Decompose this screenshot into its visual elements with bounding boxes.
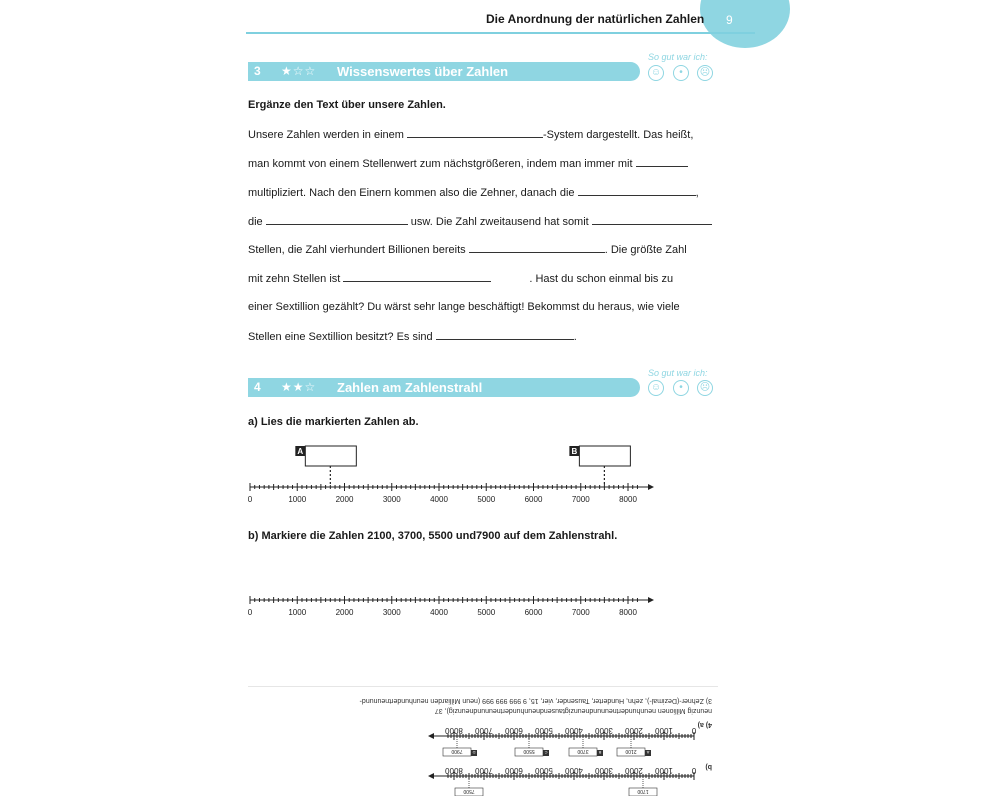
tick-label: 6000	[524, 608, 543, 617]
sad-face-icon[interactable]: ☹	[697, 380, 713, 396]
marker-b-answer-box	[579, 446, 630, 466]
text-line-2: man kommt von einem Stellenwert zum nächstgrößeren, indem man immer mit	[248, 157, 688, 170]
exercise-number: 3	[254, 64, 261, 78]
marker-a-label: A	[297, 447, 304, 456]
tick-label: 1000	[288, 495, 307, 504]
tick-label: 8000	[445, 766, 463, 775]
neutral-face-icon[interactable]: •	[673, 65, 689, 81]
tick-label: 7000	[571, 608, 590, 617]
number-line-b[interactable]	[240, 585, 670, 625]
tick-label: 5000	[535, 766, 553, 775]
tick-label: 5000	[477, 495, 496, 504]
exercise-title: Zahlen am Zahlenstrahl	[337, 380, 483, 395]
tick-label: 4000	[565, 766, 583, 775]
answer-b-letter: A	[646, 750, 650, 755]
arrow-head-icon	[648, 597, 654, 603]
fill-blank[interactable]	[407, 128, 543, 138]
tick-label: 3000	[595, 726, 613, 735]
tick-label: 1000	[655, 766, 673, 775]
answer-b-letter: D	[472, 750, 476, 755]
answer-b-value: 5500	[523, 748, 535, 754]
arrow-head-icon	[428, 733, 434, 739]
answer-line-1: 3) Zehner-(Dezimal-), zehn, Hunderter, Tausender, vier, 15, 9 999 999 999 (neun Milliarden neunhundertneunund-	[359, 697, 712, 704]
text-line-6: mit zehn Stellen ist . Hast du schon einmal bis zu	[248, 273, 674, 285]
text-line-8: Stellen eine Sextillion besitzt? Es sind .	[248, 331, 577, 343]
header-rule	[246, 32, 755, 34]
page-number: 9	[726, 13, 733, 27]
tick-label: 4000	[430, 608, 448, 617]
answer-b-letter: C	[544, 750, 548, 755]
rating-label: So gut war ich:	[648, 368, 708, 378]
tick-label: 0	[691, 766, 697, 775]
happy-face-icon[interactable]: ☺	[648, 380, 664, 396]
answer-a-value: 7500	[463, 788, 475, 794]
text-line-3: multipliziert. Nach den Einern kommen also die Zehner, danach die ,	[248, 187, 699, 199]
tick-label: 6000	[505, 766, 523, 775]
tick-label: 0	[691, 726, 697, 735]
tick-label: 6000	[505, 726, 523, 735]
answer-a-value: 1700	[637, 788, 649, 794]
exercise-number: 4	[254, 380, 261, 394]
fill-blank[interactable]	[592, 215, 712, 225]
answer-b-value: 2100	[625, 748, 637, 754]
answer-label-4b: b)	[705, 763, 712, 770]
tick-label: 1000	[288, 608, 307, 617]
tick-label: 8000	[445, 726, 463, 735]
sad-face-icon[interactable]: ☹	[697, 65, 713, 81]
exercise-3-header	[248, 62, 640, 81]
tick-label: 2000	[335, 608, 354, 617]
marker-a-answer-box	[305, 446, 356, 466]
answer-b-value: 3700	[577, 748, 589, 754]
tick-label: 3000	[595, 766, 613, 775]
fill-blank[interactable]	[636, 157, 688, 167]
fill-blank[interactable]	[343, 272, 491, 282]
exercise-4-header	[248, 378, 640, 397]
tick-label: 6000	[524, 495, 543, 504]
fill-blank[interactable]	[266, 215, 408, 225]
tick-label: 5000	[535, 726, 553, 735]
tick-label: 3000	[382, 608, 401, 617]
marker-b-label: B	[571, 447, 578, 456]
text-line-7: einer Sextillion gezählt? Du wärst sehr lange beschäftigt! Bekommst du heraus, wie viele	[248, 301, 680, 313]
fill-blank[interactable]	[578, 186, 696, 196]
fill-blank[interactable]	[436, 330, 574, 340]
answer-key	[248, 686, 718, 800]
tick-label: 7000	[475, 726, 493, 735]
rating-label: So gut war ich:	[648, 52, 708, 62]
part-a-instruction: a) Lies die markierten Zahlen ab.	[248, 416, 419, 428]
tick-label: 7000	[571, 495, 590, 504]
tick-label: 2000	[335, 495, 354, 504]
answer-line-2: neunzig Millionen neunhundertneunundneunzigtausendneunhundertneunundneunzig), 37	[434, 707, 712, 714]
answer-b-value: 7900	[451, 748, 463, 754]
arrow-head-icon	[428, 773, 434, 779]
tick-label: 0	[247, 608, 253, 617]
tick-label: 7000	[475, 766, 493, 775]
difficulty-stars: ★★☆	[281, 380, 317, 394]
tick-label: 8000	[619, 608, 637, 617]
tick-label: 5000	[477, 608, 496, 617]
arrow-head-icon	[648, 484, 654, 490]
number-line-a	[240, 440, 670, 506]
instruction: Ergänze den Text über unsere Zahlen.	[248, 99, 446, 111]
tick-label: 0	[247, 495, 253, 504]
difficulty-stars: ★☆☆	[281, 64, 317, 78]
fill-blank[interactable]	[469, 243, 605, 253]
text-line-4: die usw. Die Zahl zweitausend hat somit	[248, 215, 712, 228]
exercise-title: Wissenswertes über Zahlen	[337, 64, 509, 79]
tick-label: 4000	[430, 495, 448, 504]
answer-b-letter: B	[598, 750, 602, 755]
tick-label: 1000	[655, 726, 673, 735]
happy-face-icon[interactable]: ☺	[648, 65, 664, 81]
text-line-5: Stellen, die Zahl vierhundert Billionen bereits . Die größte Zahl	[248, 244, 687, 256]
neutral-face-icon[interactable]: •	[673, 380, 689, 396]
part-b-instruction: b) Markiere die Zahlen 2100, 3700, 5500 und7900 auf dem Zahlenstrahl.	[248, 530, 618, 542]
tick-label: 4000	[565, 726, 583, 735]
chapter-title: Die Anordnung der natürlichen Zahlen	[486, 12, 705, 26]
answer-label-4a: 4) a)	[697, 721, 712, 728]
tick-label: 3000	[382, 495, 401, 504]
tick-label: 2000	[625, 726, 643, 735]
text-line-1: Unsere Zahlen werden in einem -System dargestellt. Das heißt,	[248, 129, 694, 141]
tick-label: 8000	[619, 495, 637, 504]
tick-label: 2000	[625, 766, 643, 775]
answer-number-lines	[418, 716, 698, 796]
page-number-badge	[700, 0, 790, 48]
